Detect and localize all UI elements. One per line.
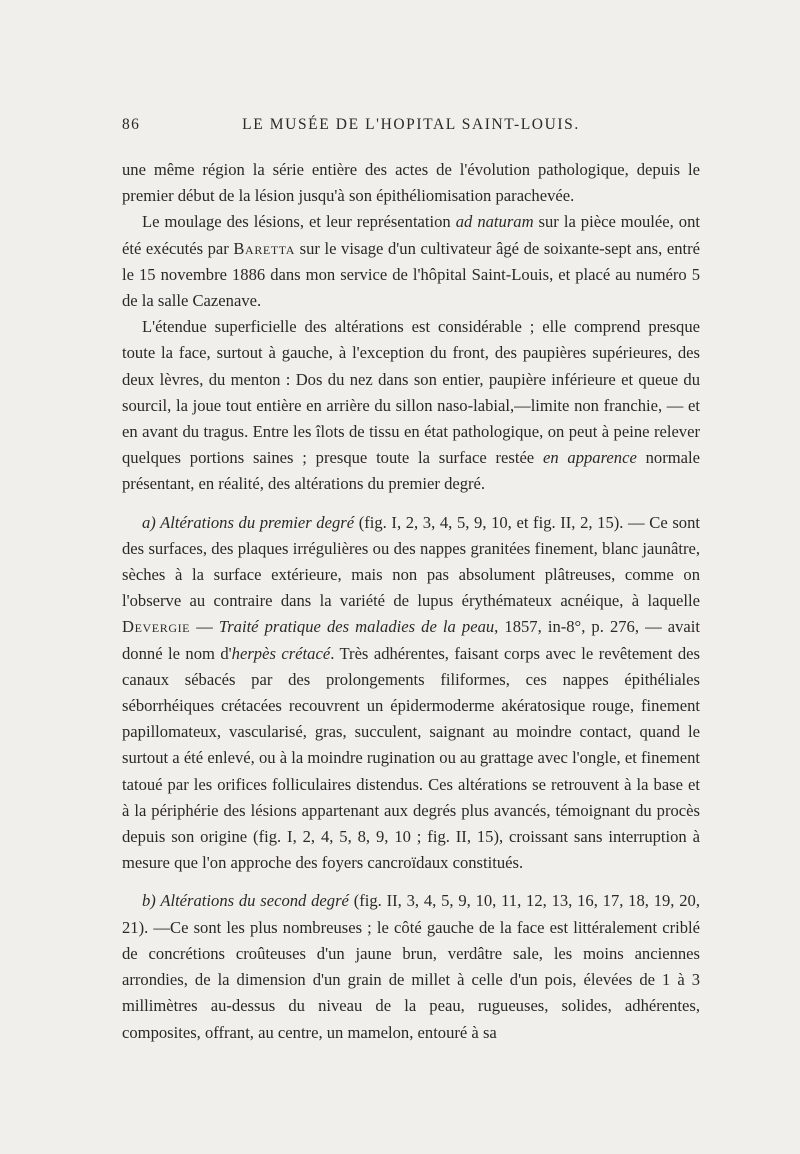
text-run: Le moulage des lésions, et leur représentation (142, 212, 456, 232)
paragraph-etendue (122, 314, 700, 497)
text-run: , 1857, in-8°, p. 276, — avait donné le nom d' (122, 617, 701, 663)
paragraph-premier-degre (122, 510, 700, 877)
page-header (122, 116, 700, 138)
paragraph-moulage (122, 209, 700, 314)
text-run: sur la pièce moulée, ont été exécutés par (122, 212, 700, 258)
page-number: 86 (122, 116, 141, 133)
disease-name: herpès crétacé (231, 643, 331, 663)
text-run: L'étendue superficielle des altérations est considérable ; elle comprend presque toute la face, surtout à gauche, à l'exception du front, des paupières supérieures, des deux lèvres, du menton : Dos du nez dans son entier, paupière inférieure et queue du sourcil, la joue tout entière en arrière du sillon naso-labial,—limite non franchie, — et en avant du tragus. Entre les îlots de tissu en état pathologique, on peut à peine relever quelques portions saines ; presque toute la surface restée (122, 317, 700, 468)
text-run: — (190, 617, 219, 637)
paragraph-continuation: une même région la série entière des actes de l'évolution pathologique, depuis le premier début de la lésion jusqu'à son épithéliomisation parachevée. (122, 160, 700, 206)
text-run: normale présentant, en réalité, des altérations du premier degré. (122, 448, 700, 494)
running-title: LE MUSÉE DE L'HOPITAL SAINT-LOUIS. (242, 116, 580, 133)
italic-phrase: en apparence (542, 448, 637, 468)
section-letter: b) (142, 891, 161, 911)
person-name: Devergie (122, 617, 191, 637)
text-run: (fig. II, 3, 4, 5, 9, 10, 11, 12, 13, 16, 17, 18, 19, 20, 21). —Ce sont les plus nombreuses ; le côté gauche de la face est littéralement criblé de concrétions croûteuses d'un jaune brun, verdâtre sale, les moins anciennes arrondies, de la dimension d'un grain de millet à celle d'un pois, élevées de 1 à 3 millimètres au-dessus du niveau de la peau, rugueuses, solides, adhérentes, composites, offrant, au centre, un mamelon, entouré à sa (122, 891, 700, 1042)
section-letter: a) (142, 512, 161, 532)
section-heading: Altérations du second degré (160, 891, 349, 911)
text-run: (fig. I, 2, 3, 4, 5, 9, 10, et fig. II, 2, 15). — Ce sont des surfaces, des plaques irrégulières ou des nappes granitées finement, blanc jaunâtre, sèches à la surface extérieure, mais non pas absolument plâtreuses, comme on l'observe au contraire dans la variété de lupus érythémateux acnéique, à laquelle (122, 512, 700, 611)
latin-phrase: ad naturam (455, 212, 534, 232)
person-name: Baretta (233, 238, 296, 258)
book-title: Traité pratique des maladies de la peau (218, 617, 495, 637)
body-text (122, 157, 700, 1046)
text-run: sur le visage d'un cultivateur âgé de soixante-sept ans, entré le 15 novembre 1886 dans mon service de l'hôpital Saint-Louis, et placé au numéro 5 de la salle Cazenave. (122, 238, 700, 311)
text-run: . Très adhérentes, faisant corps avec le revêtement des canaux sébacés par des prolongements filiformes, ces nappes épithéliales séborrhéiques crétacées recouvrent un épidermoderme akératosique rouge, finement papillomateux, vascularisé, gras, succulent, saignant au moindre contact, quand le surtout a été enlevé, ou à la moindre rugination ou au grattage avec l'ongle, et finement tatoué par les orifices folliculaires distendus. Ces altérations se retrouvent à la base et à la périphérie des lésions appartenant aux degrés plus avancés, témoignant du procès depuis son origine (fig. I, 2, 4, 5, 8, 9, 10 ; fig. II, 15), croissant sans interruption à mesure que l'on approche des foyers cancroïdaux constitués. (122, 643, 700, 873)
section-heading: Altérations du premier degré (160, 512, 355, 532)
paragraph-second-degre (122, 888, 700, 1045)
